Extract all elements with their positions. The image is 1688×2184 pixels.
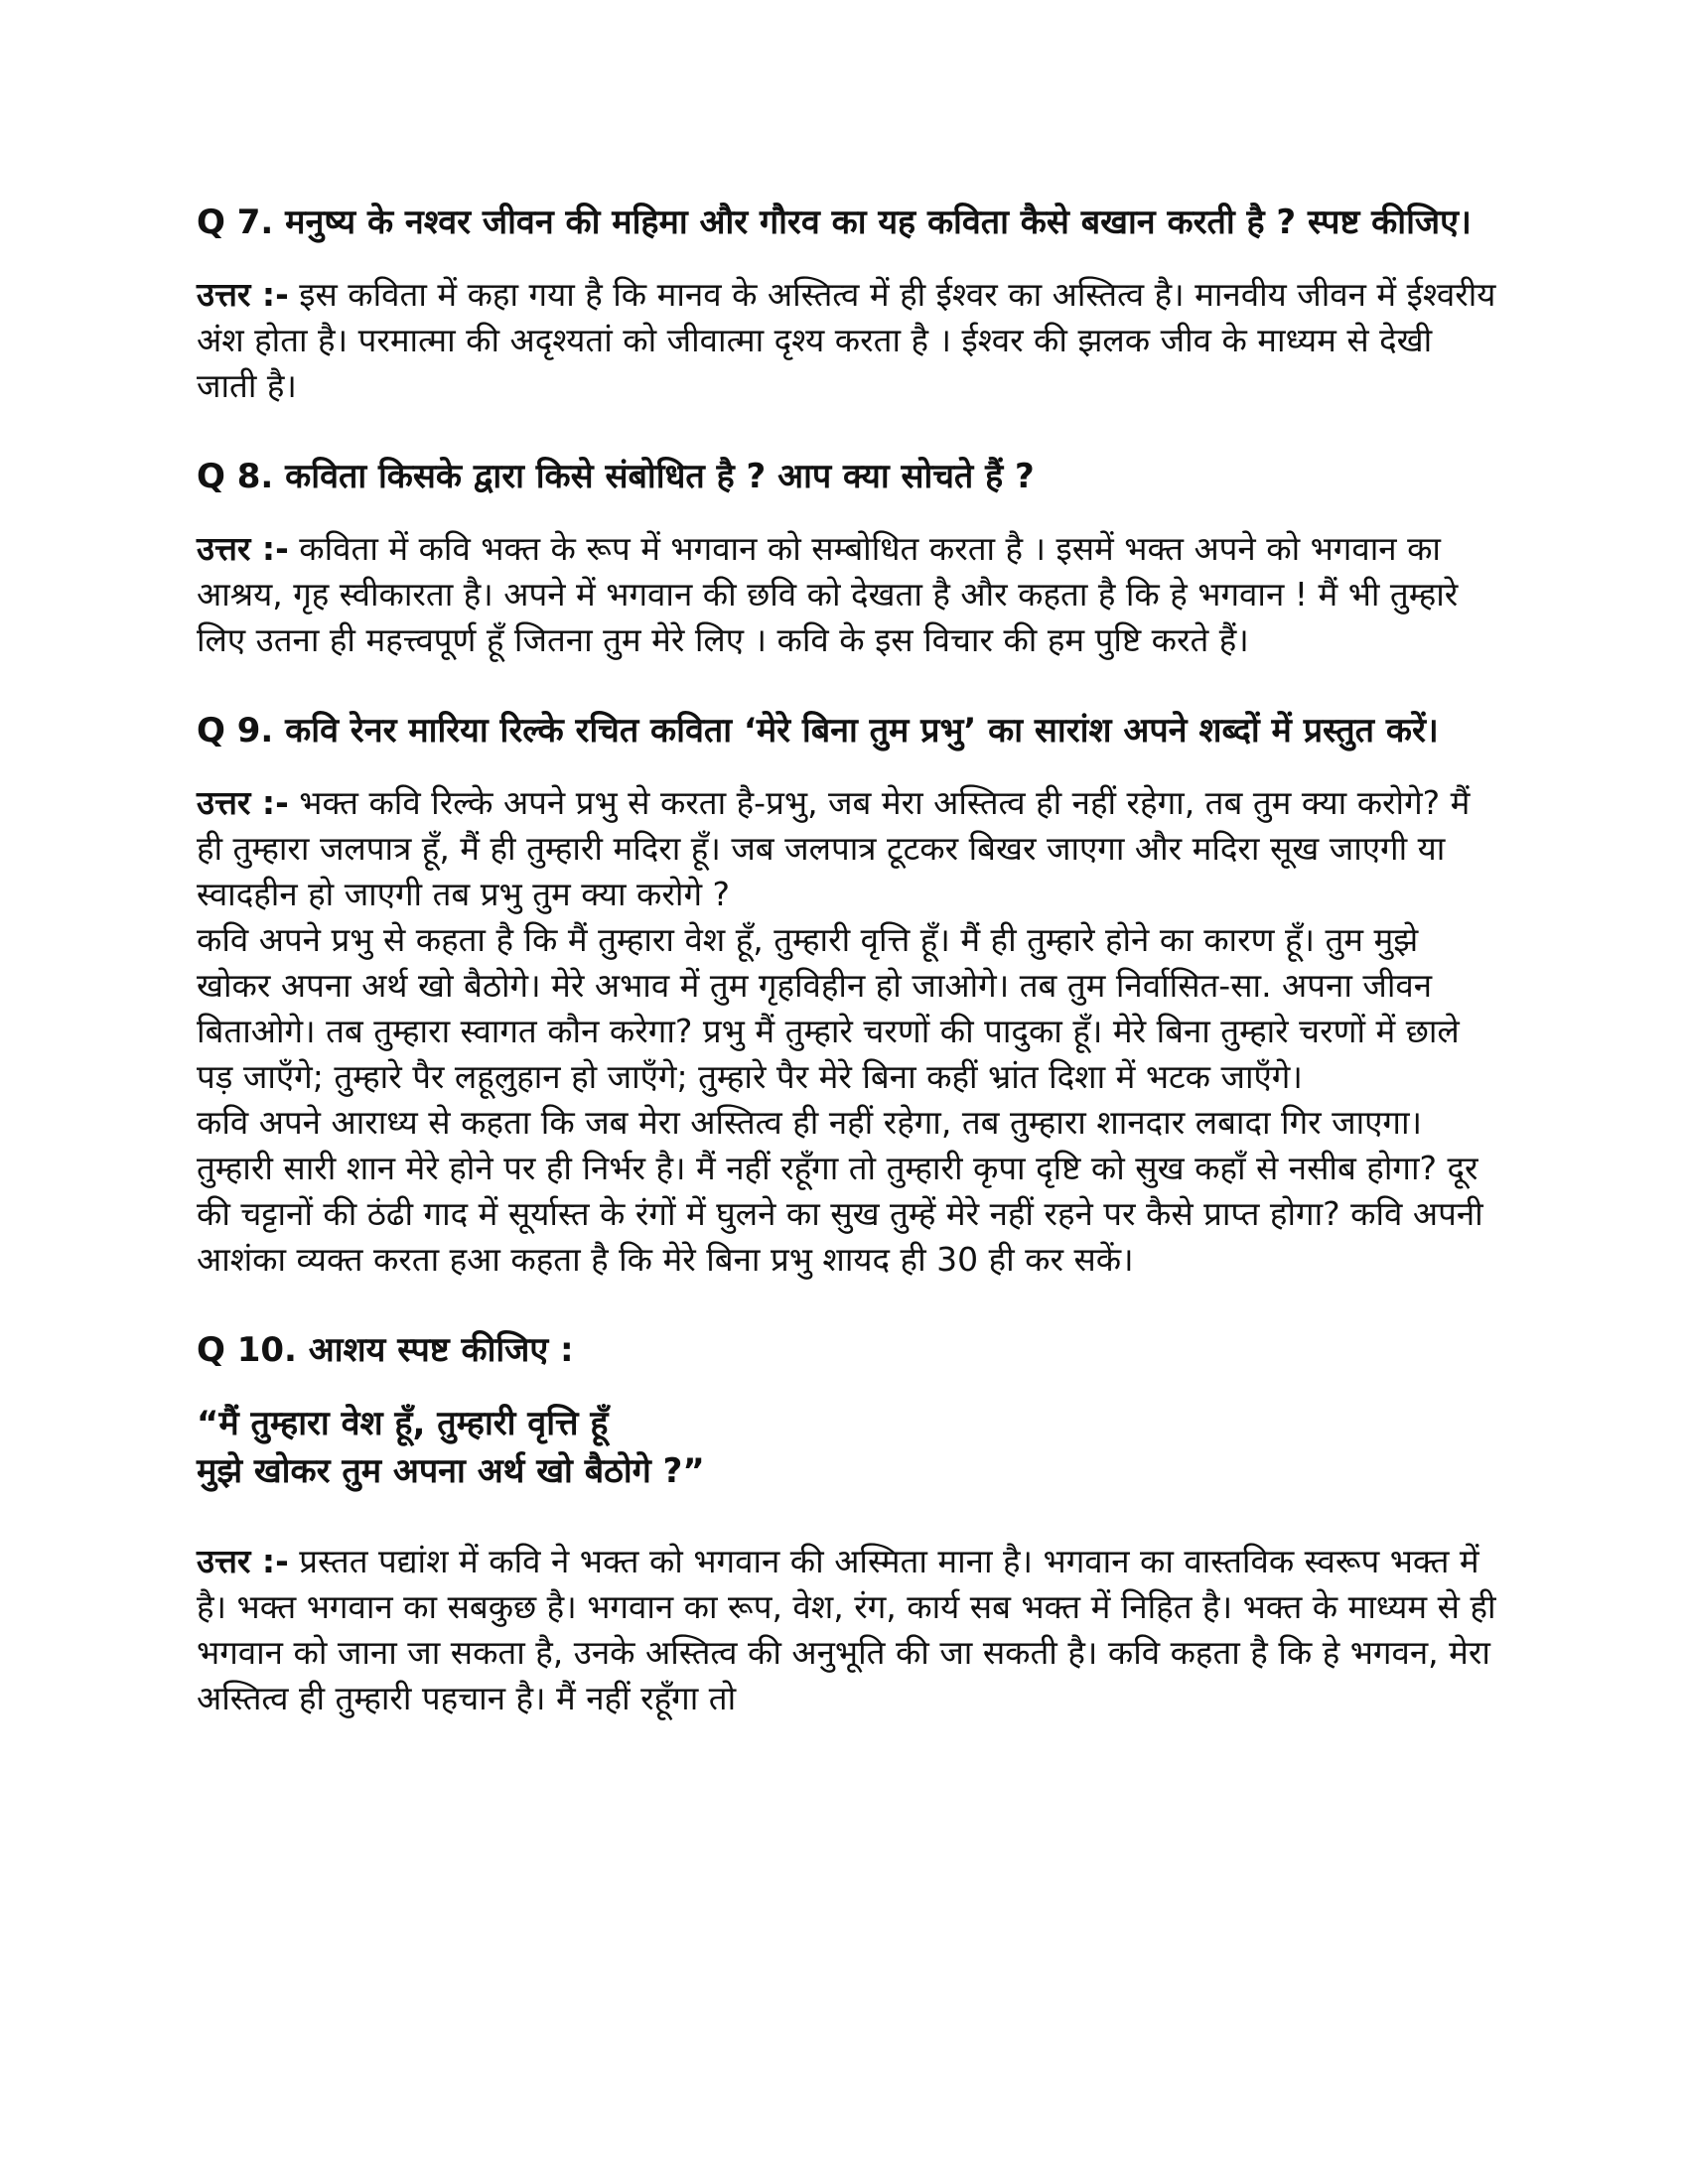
- quoted-verse: [197, 1400, 1497, 1495]
- answer-label: उत्तर :-: [197, 275, 289, 314]
- question-7: Q 7. मनुष्य के नश्वर जीवन की महिमा और गौरव का यह कविता कैसे बखान करती है ? स्पष्ट कीजिए।: [197, 203, 1472, 242]
- question-9: Q 9. कवि रेनर मारिया रिल्के रचित कविता ‘मेरे बिना तुम प्रभु’ का सारांश अपने शब्दों में प्रस्तुत करें।: [197, 711, 1439, 751]
- answer-9-para-3: कवि अपने आराध्य से कहता कि जब मेरा अस्तित्व ही नहीं रहेगा, तब तुम्हारा शानदार लबादा गिर जाएगा। तुम्हारी सारी शान मेरे होने पर ही निर्भर है। मैं नहीं रहूँगा तो तुम्हारी कृपा दृष्टि को सुख कहाँ से नसीब होगा? दूर की चट्टानों की ठंढी गाद में सूर्यास्त के रंगों में घुलने का सुख तुम्हें मेरे नहीं रहने पर कैसे प्राप्त होगा? कवि अपनी आशंका व्यक्त करता हआ कहता है कि मेरे बिना प्रभु शायद ही 30 ही कर सकें।: [197, 1103, 1483, 1279]
- answer-7-text: इस कविता में कहा गया है कि मानव के अस्तित्व में ही ईश्वर का अस्तित्व है। मानवीय जीवन में ईश्वरीय अंश होता है। परमात्मा की अदृश्यतां को जीवात्मा दृश्य करता है । ईश्वर की झलक जीव के माध्यम से देखी जाती है।: [197, 275, 1496, 405]
- answer-8: [197, 526, 1497, 663]
- quote-line-2: मुझे खोकर तुम अपना अर्थ खो बैठोगे ?”: [197, 1451, 705, 1491]
- answer-10-text: प्रस्तत पद्यांश में कवि ने भक्त को भगवान की अस्मिता माना है। भगवान का वास्तविक स्वरूप भक्त में है। भक्त भगवान का सबकुछ है। भगवान का रूप, वेश, रंग, कार्य सब भक्त में निहित है। भक्त के माध्यम से ही भगवान को जाना जा सकता है, उनके अस्तित्व की अनुभूति की जा सकती है। कवि कहता है कि हे भगवन, मेरा अस्तित्व ही तुम्हारी पहचान है। मैं नहीं रहूँगा तो: [197, 1542, 1496, 1717]
- answer-9-para-1: [197, 780, 1497, 917]
- answer-10: [197, 1539, 1497, 1721]
- answer-label: उत्तर :-: [197, 1542, 289, 1580]
- answer-9-text-1: भक्त कवि रिल्के अपने प्रभु से करता है-प्रभु, जब मेरा अस्तित्व ही नहीं रहेगा, तब तुम क्या करोगे? मैं ही तुम्हारा जलपात्र हूँ, मैं ही तुम्हारी मदिरा हूँ। जब जलपात्र टूटकर बिखर जाएगा और मदिरा सूख जाएगी या स्वादहीन हो जाएगी तब प्रभु तुम क्या करोगे ?: [197, 783, 1471, 913]
- answer-label: उत्तर :-: [197, 783, 289, 822]
- question-10: Q 10. आशय स्पष्ट कीजिए :: [197, 1330, 574, 1370]
- document-page: [197, 199, 1497, 1765]
- question-8: Q 8. कविता किसके द्वारा किसे संबोधित है ? आप क्या सोचते हैं ?: [197, 457, 1035, 496]
- answer-label: उत्तर :-: [197, 529, 289, 568]
- answer-9: [197, 780, 1497, 1283]
- answer-7: [197, 272, 1497, 409]
- quote-line-1: “मैं तुम्हारा वेश हूँ, तुम्हारी वृत्ति हूँ: [197, 1404, 609, 1443]
- answer-8-text: कविता में कवि भक्त के रूप में भगवान को सम्बोधित करता है । इसमें भक्त अपने को भगवान का आश्रय, गृह स्वीकारता है। अपने में भगवान की छवि को देखता है और कहता है कि हे भगवान ! मैं भी तुम्हारे लिए उतना ही महत्त्वपूर्ण हूँ जितना तुम मेरे लिए । कवि के इस विचार की हम पुष्टि करते हैं।: [197, 529, 1459, 659]
- answer-9-para-2: कवि अपने प्रभु से कहता है कि मैं तुम्हारा वेश हूँ, तुम्हारी वृत्ति हूँ। मैं ही तुम्हारे होने का कारण हूँ। तुम मुझे खोकर अपना अर्थ खो बैठोगे। मेरे अभाव में तुम गृहविहीन हो जाओगे। तब तुम निर्वासित-सा. अपना जीवन बिताओगे। तब तुम्हारा स्वागत कौन करेगा? प्रभु मैं तुम्हारे चरणों की पादुका हूँ। मेरे बिना तुम्हारे चरणों में छाले पड़ जाएँगे; तुम्हारे पैर लहूलुहान हो जाएँगे; तुम्हारे पैर मेरे बिना कहीं भ्रांत दिशा में भटक जाएँगे।: [197, 920, 1460, 1096]
